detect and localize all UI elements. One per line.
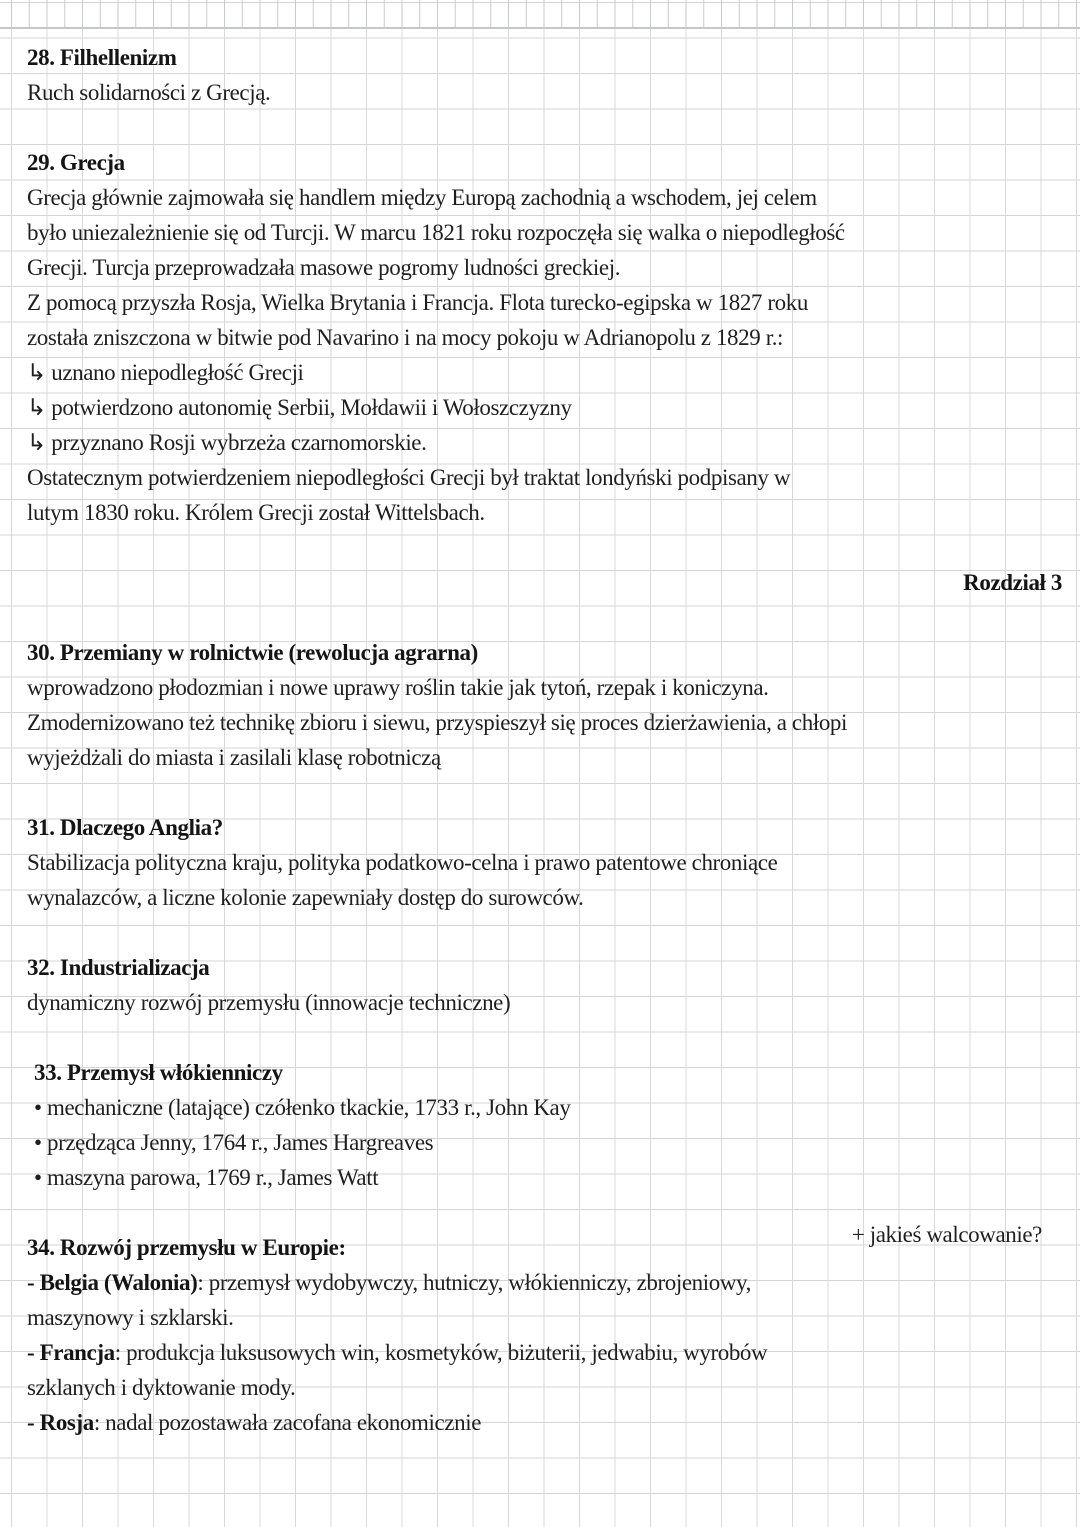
section-heading: 30. Przemiany w rolnictwie (rewolucja agrarna) [27, 640, 478, 665]
note-line-text: szklanych i dyktowanie mody. [27, 1375, 296, 1400]
note-line [27, 1265, 1062, 1300]
note-line-text: maszynowy i szklarski. [27, 1305, 234, 1330]
section-heading: 28. Filhellenizm [27, 45, 177, 70]
section-heading: 33. Przemysł włókienniczy [34, 1060, 283, 1085]
note-line [27, 1370, 1062, 1405]
section-30-przemiany-w-rolnictwie [27, 635, 1062, 775]
note-line: lutym 1830 roku. Królem Grecji został Wittelsbach. [27, 500, 485, 525]
previous-page-grid-edge [0, 0, 1080, 29]
note-line [27, 1405, 1062, 1440]
note-line: Grecja głównie zajmowała się handlem między Europą zachodnią a wschodem, jej celem [27, 185, 817, 210]
note-line-arrow: ↳ uznano niepodległość Grecji [27, 360, 304, 385]
note-line: było uniezależnienie się od Turcji. W marcu 1821 roku rozpoczęła się walka o niepodległość [27, 220, 845, 245]
note-line: wyjeżdżali do miasta i zasilali klasę robotniczą [27, 745, 441, 770]
note-line-text: : przemysł wydobywczy, hutniczy, włókienniczy, zbrojeniowy, [197, 1270, 752, 1295]
note-line-arrow: ↳ przyznano Rosji wybrzeża czarnomorskie. [27, 430, 427, 455]
note-line: dynamiczny rozwój przemysłu (innowacje techniczne) [27, 990, 511, 1015]
section-33-przemysl-wlokienniczy [27, 1055, 1062, 1195]
note-line-bullet: • przędząca Jenny, 1764 r., James Hargreaves [34, 1130, 434, 1155]
note-line: Grecji. Turcja przeprowadzała masowe pogromy ludności greckiej. [27, 255, 621, 280]
margin-annotation: + jakieś walcowanie? [851, 1222, 1042, 1247]
section-32-industrializacja [27, 950, 1062, 1020]
note-line: wynalazców, a liczne kolonie zapewniały dostęp do surowców. [27, 885, 584, 910]
section-heading: 32. Industrializacja [27, 955, 210, 980]
country-label: - Francja [27, 1340, 115, 1365]
note-line: Stabilizacja polityczna kraju, polityka podatkowo-celna i prawo patentowe chroniące [27, 850, 778, 875]
note-line-bullet: • maszyna parowa, 1769 r., James Watt [34, 1165, 379, 1190]
section-34-rozwoj-przemyslu [27, 1222, 1062, 1440]
note-line: Ruch solidarności z Grecją. [27, 80, 271, 105]
note-line: Z pomocą przyszła Rosja, Wielka Brytania i Francja. Flota turecko-egipska w 1827 roku [27, 290, 808, 315]
note-line-bullet: • mechaniczne (latające) czółenko tkackie, 1733 r., John Kay [34, 1095, 571, 1120]
chapter-label: Rozdział 3 [963, 570, 1062, 595]
note-line: Zmodernizowano też technikę zbioru i siewu, przyspieszył się proces dzierżawienia, a chłopi [27, 710, 848, 735]
country-label: - Rosja [27, 1410, 94, 1435]
note-line: Ostatecznym potwierdzeniem niepodległości Grecji był traktat londyński podpisany w [27, 465, 791, 490]
note-line-text: : produkcja luksusowych win, kosmetyków, biżuterii, jedwabiu, wyrobów [114, 1340, 768, 1365]
note-line [27, 1335, 1062, 1370]
country-label: - Belgia (Walonia) [27, 1270, 198, 1295]
section-heading: 31. Dlaczego Anglia? [27, 815, 223, 840]
section-heading: 29. Grecja [27, 150, 125, 175]
section-28-filhellenizm [27, 40, 1062, 110]
note-line: została zniszczona w bitwie pod Navarino i na mocy pokoju w Adrianopolu z 1829 r.: [27, 325, 784, 350]
note-line: wprowadzono płodozmian i nowe uprawy roślin takie jak tytoń, rzepak i koniczyna. [27, 675, 769, 700]
note-page [27, 40, 1062, 1440]
section-31-dlaczego-anglia [27, 810, 1062, 915]
section-heading: 34. Rozwój przemysłu w Europie: [27, 1235, 346, 1260]
section-29-grecja [27, 145, 1062, 530]
note-line-arrow: ↳ potwierdzono autonomię Serbii, Mołdawii i Wołoszczyzny [27, 395, 572, 420]
note-line-text: : nadal pozostawała zacofana ekonomicznie [93, 1410, 482, 1435]
note-line [27, 1300, 1062, 1335]
section-heading-row [27, 1222, 1062, 1265]
